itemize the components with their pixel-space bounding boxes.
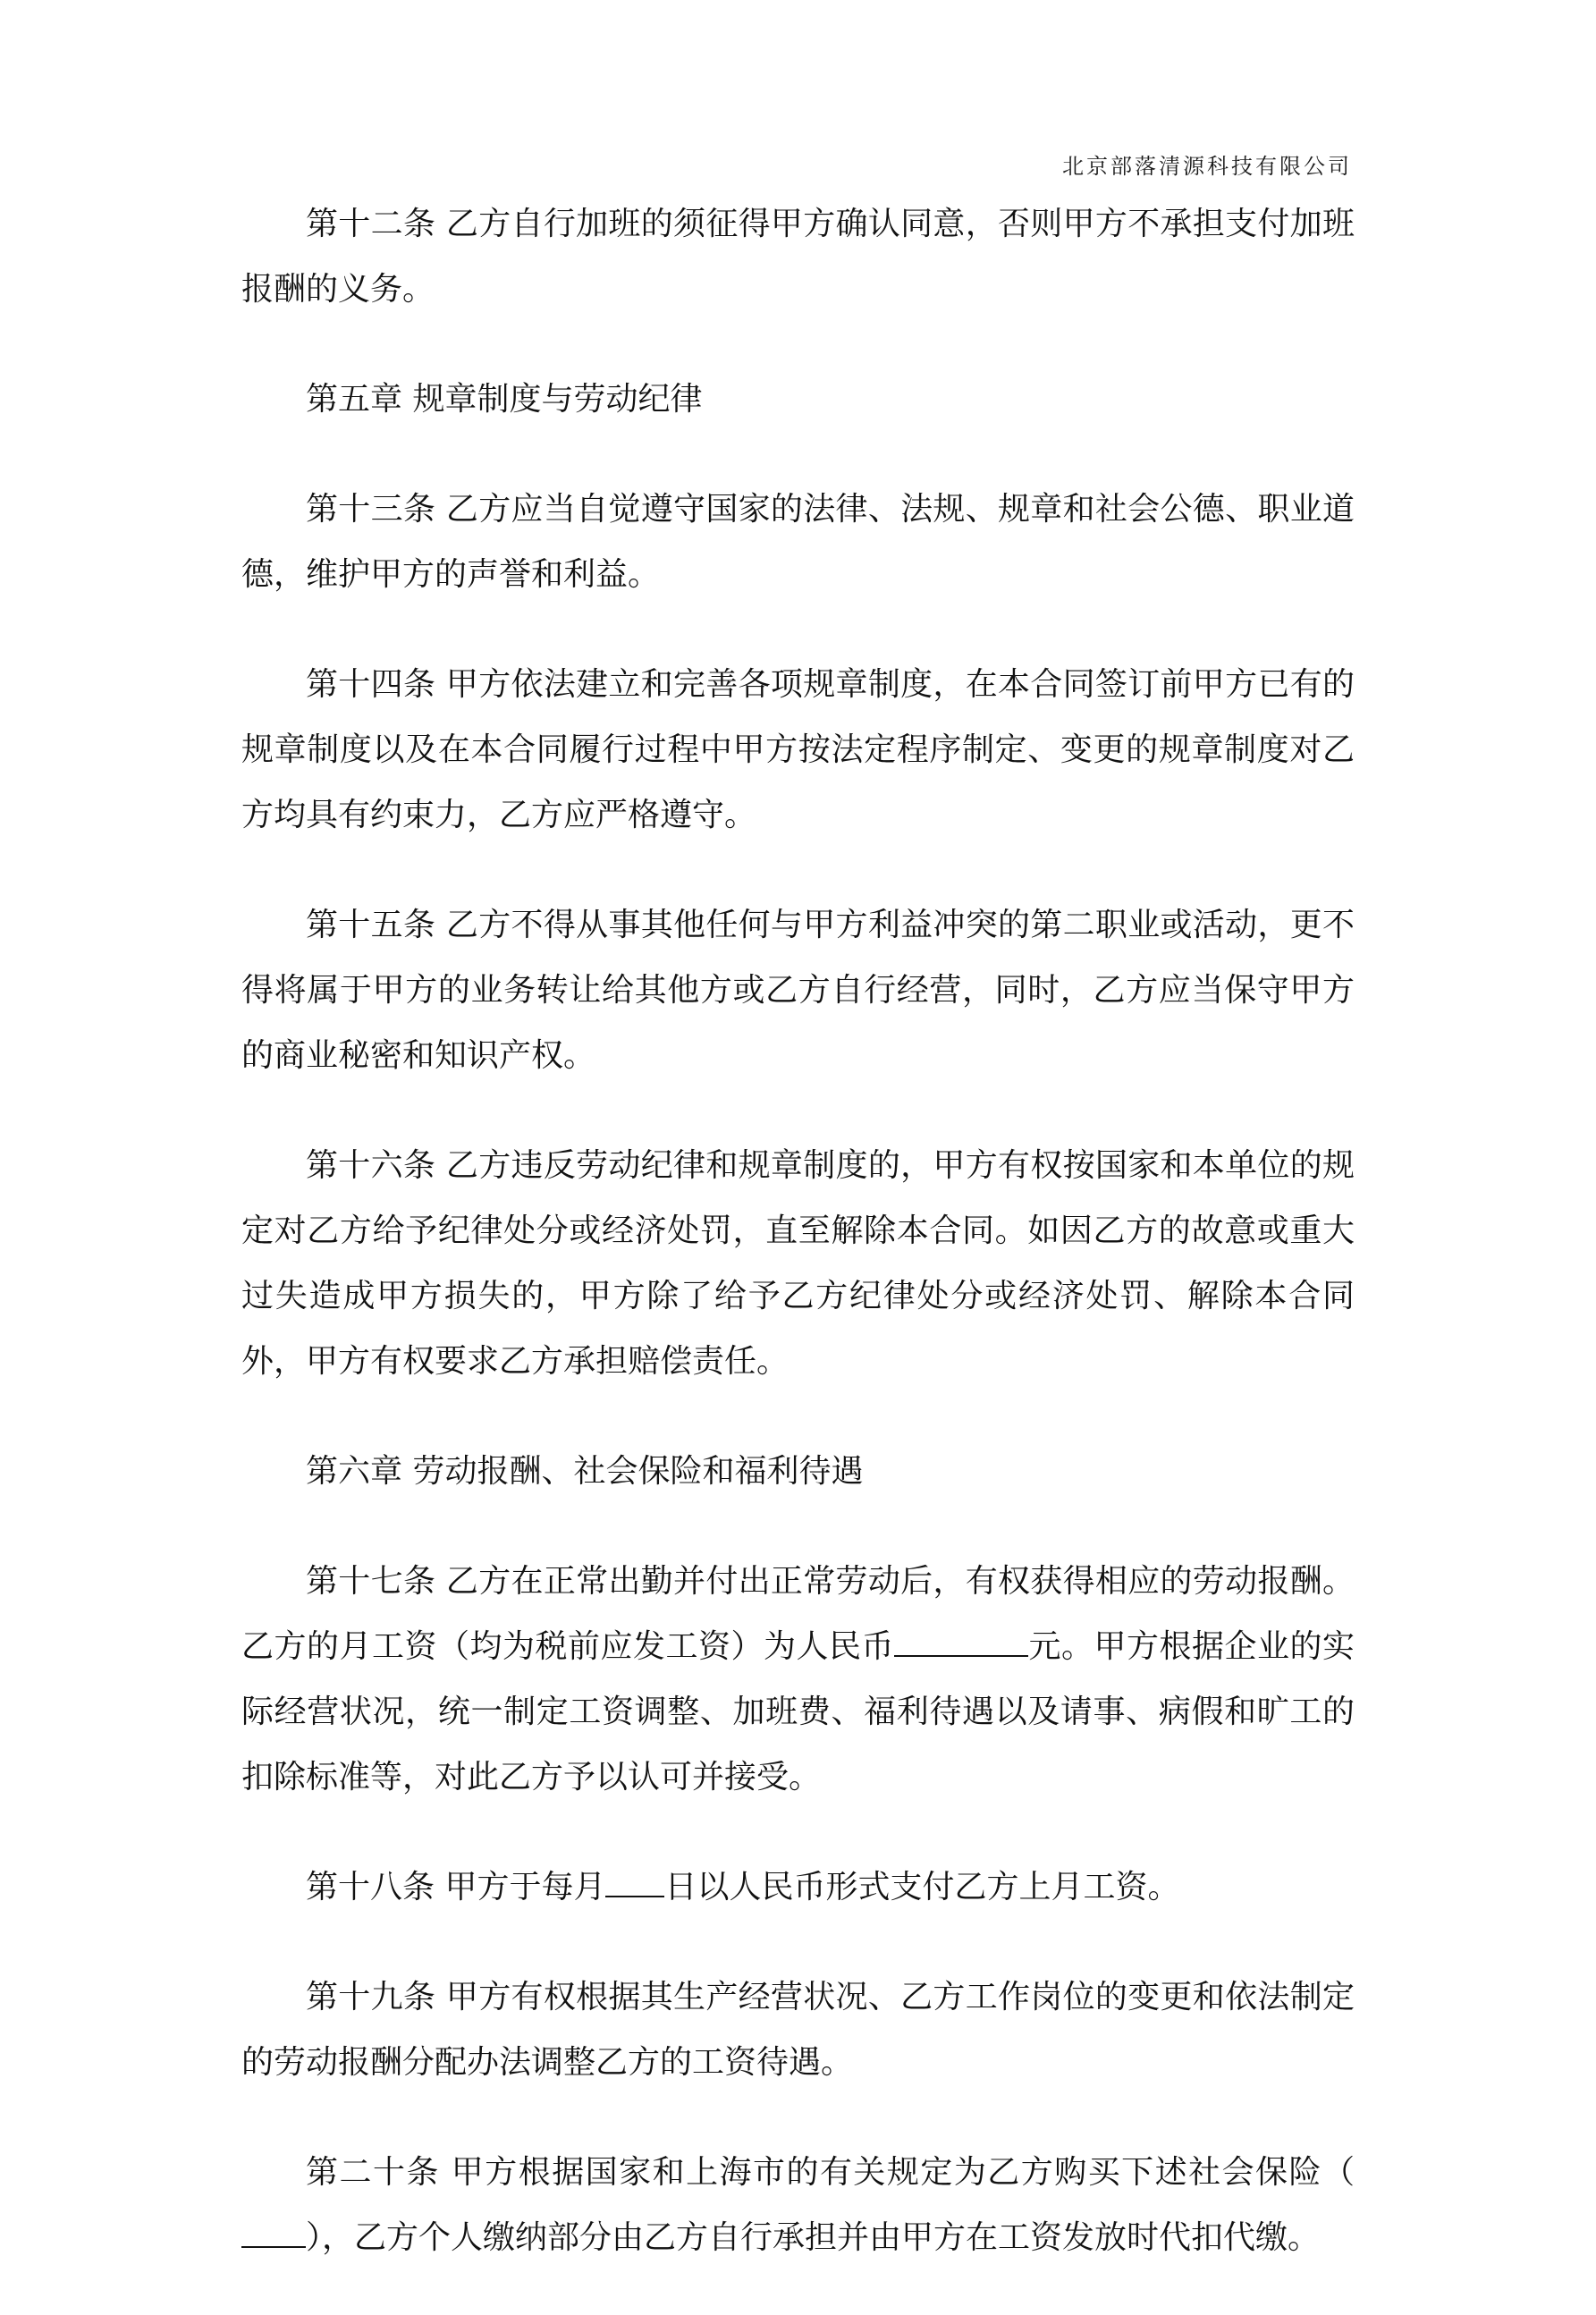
article-paragraph (241, 2140, 1355, 2270)
paragraph-text: 日以人民币形式支付乙方上月工资。 (664, 1869, 1180, 1905)
paragraph-text: 元。甲方根据企业的实际经营状况，统一制定工资调整、加班费、福利待遇以及请事、病假和旷工的扣除标准等，对此乙方予以认可并接受。 (241, 1628, 1355, 1795)
fill-in-blank (605, 1869, 664, 1897)
article-paragraph: 第十三条 乙方应当自觉遵守国家的法律、法规、规章和社会公德、职业道德，维护甲方的声誉和利益。 (241, 491, 1355, 593)
article-paragraph: 第十二条 乙方自行加班的须征得甲方确认同意，否则甲方不承担支付加班报酬的义务。 (241, 206, 1355, 308)
paragraph-text: 第二十条 甲方根据国家和上海市的有关规定为乙方购买下述社会保险（ (306, 2154, 1355, 2191)
article-paragraph: 第十九条 甲方有权根据其生产经营状况、乙方工作岗位的变更和依法制定的劳动报酬分配办法调整乙方的工资待遇。 (241, 1979, 1355, 2081)
chapter-heading: 第五章 规章制度与劳动纪律 (306, 381, 703, 418)
paragraph-text: ），乙方个人缴纳部分由乙方自行承担并由甲方在工资发放时代扣代缴。 (306, 2219, 1321, 2256)
fill-in-blank (241, 2219, 306, 2248)
company-header: 北京部落清源科技有限公司 (1062, 154, 1352, 179)
document-body (241, 191, 1355, 2315)
fill-in-blank (894, 1628, 1028, 1657)
chapter-heading: 第六章 劳动报酬、社会保险和福利待遇 (306, 1453, 864, 1490)
article-paragraph: 第十六条 乙方违反劳动纪律和规章制度的，甲方有权按国家和本单位的规定对乙方给予纪律处分或经济处罚，直至解除本合同。如因乙方的故意或重大过失造成甲方损失的，甲方除了给予乙方纪律处分或经济处罚、解除本合同外，甲方有权要求乙方承担赔偿责任。 (241, 1147, 1355, 1380)
article-paragraph (241, 1855, 1355, 1920)
article-paragraph (241, 1549, 1355, 1810)
paragraph-text: 第十七条 乙方在正常出勤并付出正常劳动后，有权获得相应的劳动报酬。乙方的月工资（均为税前应发工资）为人民币 (241, 1563, 1355, 1665)
article-paragraph: 第十四条 甲方依法建立和完善各项规章制度，在本合同签订前甲方已有的规章制度以及在本合同履行过程中甲方按法定程序制定、变更的规章制度对乙方均具有约束力，乙方应严格遵守。 (241, 666, 1355, 833)
article-paragraph: 第十五条 乙方不得从事其他任何与甲方利益冲突的第二职业或活动，更不得将属于甲方的业务转让给其他方或乙方自行经营，同时，乙方应当保守甲方的商业秘密和知识产权。 (241, 907, 1355, 1074)
paragraph-text: 第十八条 甲方于每月 (306, 1869, 606, 1905)
